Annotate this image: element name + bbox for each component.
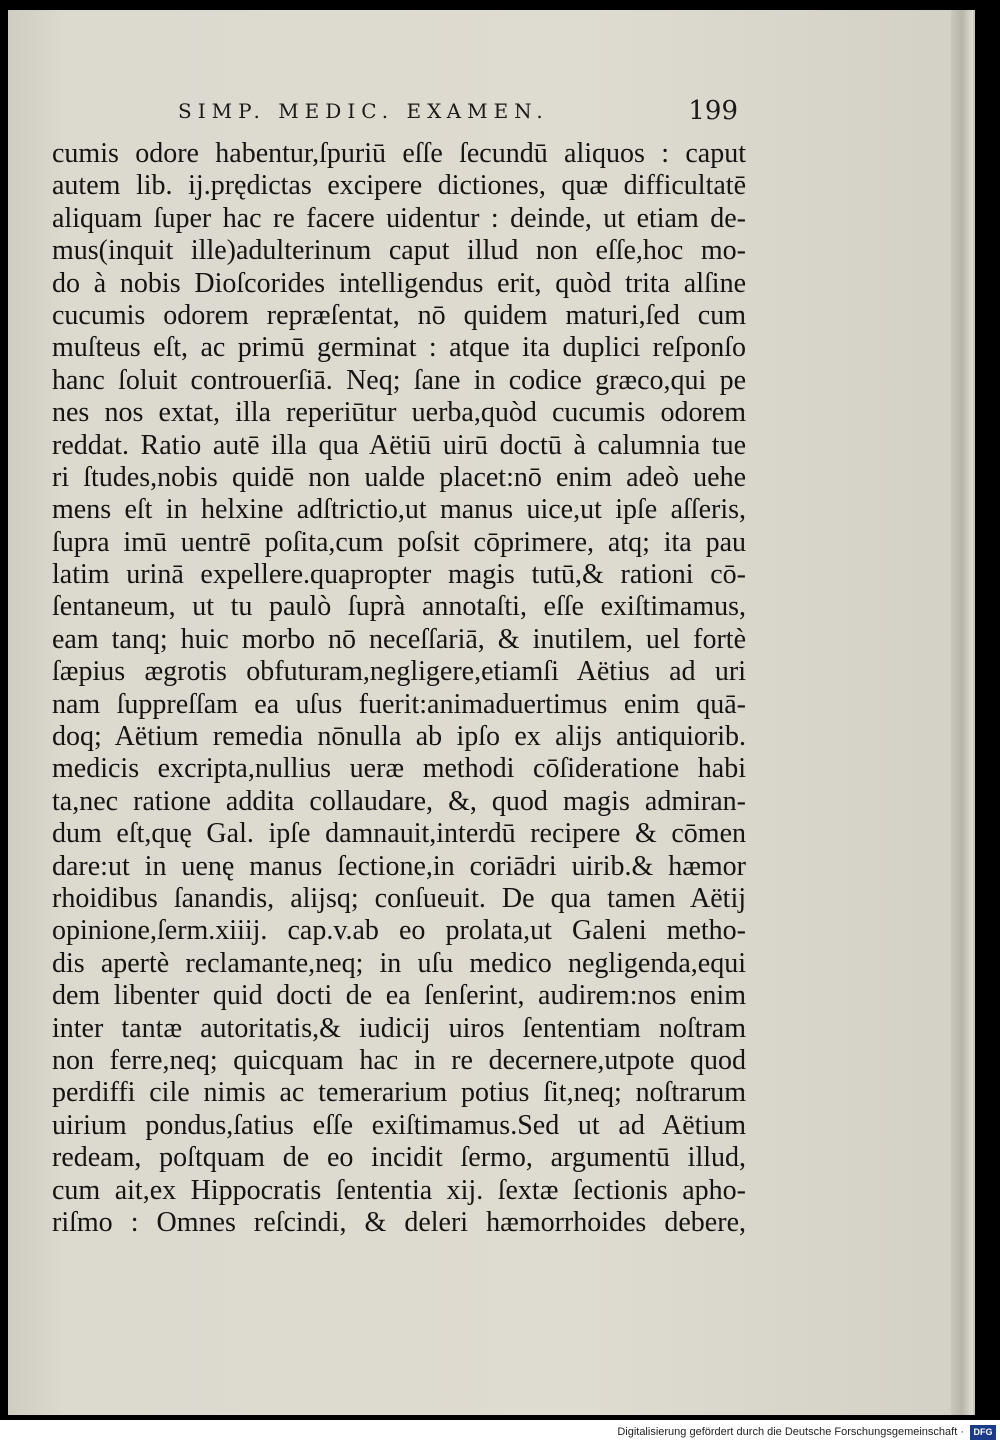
page-gutter (951, 10, 973, 1415)
text-line: dem libenter quid docti de ea ſenſerint, audirem:nos enim (52, 980, 746, 1012)
text-line: eam tanq; huic morbo nō neceſſariā, & inutilem, uel fortè (52, 623, 746, 655)
text-line: uirium pondus,ſatius eſſe exiſtimamus.Sed ut ad Aëtium (52, 1109, 746, 1141)
text-line: ta,nec ratione addita collaudare, &, quod magis admiran- (52, 785, 746, 817)
text-line: ſentaneum, ut tu paulò ſuprà annotaſti, eſſe exiſtimamus, (52, 591, 746, 623)
text-line: dum eſt,quę Gal. ipſe damnauit,interdū recipere & cōmen (52, 818, 746, 850)
text-line: muſteus eſt, ac primū germinat : atque ita duplici reſponſo (52, 332, 746, 364)
text-line: nes nos extat, illa reperiūtur uerba,quòd cucumis odorem (52, 397, 746, 429)
text-line: ſæpius ægrotis obfuturam,negligere,etiamſi Aëtius ad uri (52, 656, 746, 688)
text-line: reddat. Ratio autē illa qua Aëtiū uirū doctū à calumnia tue (52, 429, 746, 461)
text-line: mus(inquit ille)adulterinum caput illud non eſſe,hoc mo- (52, 235, 746, 267)
text-line: opinione,ſerm.xiiij. cap.v.ab eo prolata,ut Galeni metho- (52, 915, 746, 947)
book-page (8, 10, 973, 1415)
text-line: perdiffi cile nimis ac temerarium potius ſit,neq; noſtrarum (52, 1077, 746, 1109)
page-number: 199 (688, 96, 738, 126)
text-line: latim urinā expellere.quapropter magis tutū,& rationi cō- (52, 559, 746, 591)
funding-credit: Digitalisierung gefördert durch die Deutsche Forschungsgemeinschaft · (617, 1426, 964, 1438)
dfg-logo-icon: DFG (970, 1425, 996, 1440)
footer-bar (0, 1420, 1000, 1447)
text-line: dare:ut in uenę manus ſectione,in coriādri uirib.& hæmor (52, 850, 746, 882)
running-head: SIMP. MEDIC. EXAMEN. (178, 99, 549, 123)
text-line: doq; Aëtium remedia nōnulla ab ipſo ex alijs antiquiorib. (52, 721, 746, 753)
page-header (178, 94, 738, 128)
text-line: hanc ſoluit controuerſiā. Neq; ſane in codice græco,qui pe (52, 364, 746, 396)
text-line: medicis excripta,nullius ueræ methodi cōſideratione habi (52, 753, 746, 785)
text-line: mens eſt in helxine adſtrictio,ut manus uice,ut ipſe aſſeris, (52, 494, 746, 526)
text-line: ri ſtudes,nobis quidē non ualde placet:nō enim adeò uehe (52, 461, 746, 493)
text-line: nam ſuppreſſam ea uſus fuerit:animaduertimus enim quā- (52, 688, 746, 720)
text-line: riſmo : Omnes reſcindi, & deleri hæmorrhoides debere, (52, 1206, 746, 1238)
text-line: non ferre,neq; quicquam hac in re decernere,utpote quod (52, 1044, 746, 1076)
text-line: ſupra imū uentrē poſita,cum poſsit cōprimere, atq; ita pau (52, 526, 746, 558)
text-line: aliquam ſuper hac re facere uidentur : deinde, ut etiam de- (52, 202, 746, 234)
text-line: cum ait,ex Hippocratis ſententia xij. ſextæ ſectionis apho- (52, 1174, 746, 1206)
text-line: rhoidibus ſanandis, alijsq; conſueuit. De qua tamen Aëtij (52, 882, 746, 914)
text-line: dis apertè reclamante,neq; in uſu medico negligenda,equi (52, 947, 746, 979)
text-line: redeam, poſtquam de eo incidit ſermo, argumentū illud, (52, 1142, 746, 1174)
text-line: autem lib. ij.prędictas excipere dictiones, quæ difficultatē (52, 170, 746, 202)
text-line: do à nobis Dioſcorides intelligendus erit, quòd trita alſine (52, 267, 746, 299)
text-line: cumis odore habentur,ſpuriū eſſe ſecundū aliquos : caput (52, 138, 746, 169)
body-text (52, 138, 746, 1239)
text-line: cucumis odorem repræſentat, nō quidem maturi,ſed cum (52, 299, 746, 331)
text-line: inter tantæ autoritatis,& iudicij uiros ſententiam noſtram (52, 1012, 746, 1044)
